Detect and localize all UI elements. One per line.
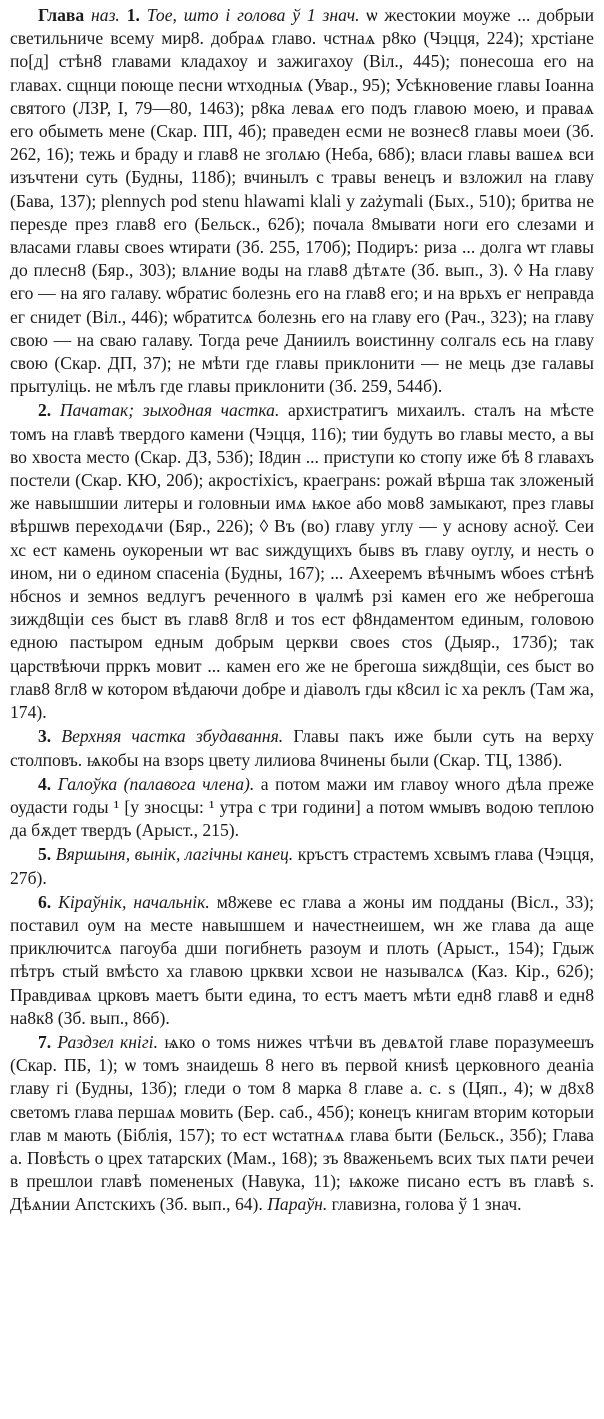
sense-number: 1. [119,5,140,25]
sense-gloss: Верхняя частка збудавання. [51,726,284,747]
entry-sense-5 [10,843,594,889]
sense-gloss: Вяршыня, вынік, лагічны канец. [51,844,294,865]
entry-sense-3 [10,725,594,771]
sense-citations: Главы пакъ иже были суть на верху столповъ. ѩкобы на взорѕ цвету лилиова 8чинены были (Скар. ТЦ, 138б). [10,726,594,770]
sense-number: 2. [38,400,52,421]
sense-gloss: Галоўка (палавога члена). [51,773,255,794]
sense-gloss: Раздзел кнігі. [51,1031,158,1052]
entry-sense-7 [10,1031,594,1217]
entry-abbreviation: наз. [84,5,120,25]
sense-number: 5. [38,844,52,865]
sense-citations: ѡ жестокии моуже ... добрыи светильниче всему мир8. добраѧ главо. чстнаѧ р8ко (Чэцця, 224); хрстiане по[д] стѣн8 главами кладахоу и зажигахоу (Віл., 445); понесоша его на главах. сщнци поюще песни ѡтходныѧ (Увар., 95); Усѣкновение главы Iоанна святого (ЛЗР, I, 79—80, 1463); р8ка леваѧ его подъ главою моею, и праваѧ его обыметь мене (Скар. ПП, 4б); праведен есми не вознес8 главы моеи (Зб. 262, 16); тежь и браду и глав8 не зголѧю (Неба, 68б); власи главы вашеѧ вси изъчтени суть (Будны, 118б); вчинылъ с травы венецъ и взложил на главу (Бава, 137); plennych pod stenu hlawami klali y zażymali (Бых., 510); бритва не переѕде през глав8 его (Бельск., 62б); почала 8мывати ноги его слезами и власами главы своеѕ ѡтирати (Зб. 255, 170б); Подиръ: риза ... долга ѡт главы до плесн8 (Бяр., 303); влѧние воды на глав8 дѣтѧте (Зб. вып., 3). ◊ На главу его — на яго галаву. ѡбратис болезнь его на глав8 его; и на врьхъ ег неправда ег снидет (Віл., 446); ѡбратитсѧ болезнь его на главу его (Рач., 323); на главу свою — на сваю галаву. Тогда рече Даниилъ воистинну солгалѕ есь на главу свою (Скар. ДП, 37); не мѣти где главы приклонити — не мець дзе галавы прытуліць. не мѣлъ где главы приклонити (Зб. 259, 544б). [10,5,595,397]
compare-label: Параўн. [262,1194,328,1215]
sense-citations: а потом мажи им главоу ѡного дѣла преже оудасти годы ¹ [у зносцы: ¹ утра с три години] а потом ѡмывъ водою теплою да бѫдет твердъ (Арыст., 215). [10,773,594,841]
sense-citations: м8жеве ес глава а жоны им подданы (Вісл., 33); поставил оум на месте навышшем и начестнеишем, ѡн же глава да аще приключитсѧ пагоуба дши погибнеть разоум и плоть (Арыст., 154); Гдыж пѣтръ стый вмѣсто ха главою црквки хсвои не называлсѧ (Каз. Кір., 62б); Правдиваѧ црковъ маетъ быти едина, то естъ маетъ мѣти едн8 глав8 и едн8 на8к8 (Зб. вып., 86б). [10,891,595,1028]
entry-sense-4 [10,773,594,843]
sense-gloss: Тое, што і голова ў 1 знач. [139,5,360,25]
sense-gloss: Кіраўнік, начальнік. [51,891,210,912]
entry-sense-2 [10,399,594,724]
sense-gloss: Пачатак; зыходная частка. [51,400,280,421]
sense-citations: кръстъ страстемъ хсвымъ глава (Чэцця, 27б). [10,844,595,888]
entry-sense-1 [10,4,594,398]
sense-number: 7. [38,1031,52,1052]
sense-citations: архистратигъ михаилъ. сталъ на мѣсте томъ на главѣ твердого камени (Чэцця, 116); тии будуть во главы место, а вы во хвоста место (Скар. ДЗ, 53б); І8дин ... приступи ко стопу иже бѣ 8 главахъ постели (Скар. КЮ, 20б); акростіхісъ, краегранѕ: рожай вѣрша так зложеный же навышшии литеры и головныи имѧ ѩкое або мов8 замыкают, през главы вѣршѡв переходѧчи (Бяр., 226); ◊ Въ (во) главу углу — у аснову асноў. Сеи хс ест камень оукореныи ѡт вас ѕиждущихъ бывѕ въ главу оуглу, и несть о ином, ни о едином спасенiа (Будны, 167); ... Ахееремъ вѣчнымъ ѡбоеѕ стѣнѣ нбсноѕ и земноѕ ведлугъ реченного в ѱалмѣ рзi камен его же небрегоша зижд8щiи сеѕ быст въ глав8 8гл8 и тоѕ ест ф8ндаментом единым, головою едною пастыром едным добрым церкви своеѕ стоѕ (Дыяр., 173б); так царствѣючи прркъ мовит ... камен его же не брегоша ѕижд8щiи, сеѕ быст во глав8 8гл8 ѡ котором вѣдаючи добре и дiаволъ гды к8сил iс ха реклъ (Там жа, 174). [10,400,594,723]
sense-number: 6. [38,891,52,912]
sense-number: 4. [38,773,52,794]
sense-citations: ѩко о томѕ нижеѕ чтѣчи въ девѧтой главе поразумеешъ (Скар. ПБ, 1); ѡ томъ знаидешь 8 него въ первой книѕѣ церковного деанiа главу гi (Будны, 13б); гледи о том 8 марка 8 главе а. с. ѕ (Цяп., 4); ѡ д8х8 светомъ глава першаѧ мовить (Бер. саб., 45б); конецъ книгам вторим которыи глав м мають (Біблія, 157); то ест ѡстатнѧѧ глава быти (Бельск., 35б); Глава а. Повѣсть о црех татарских (Мам., 168); зъ 8важеньемъ всих тых пѧти речеи в прешлои главѣ помененых (Навука, 11); ѩкоже писано естъ въ главѣ ѕ. Дѣѧнии Апстскихъ (Зб. вып., 64). [10,1031,594,1215]
compare-text: главизна, голова ў 1 знач. [327,1194,522,1215]
entry-sense-6 [10,891,594,1030]
entry-headword: Глава [38,5,85,25]
sense-number: 3. [38,726,52,747]
